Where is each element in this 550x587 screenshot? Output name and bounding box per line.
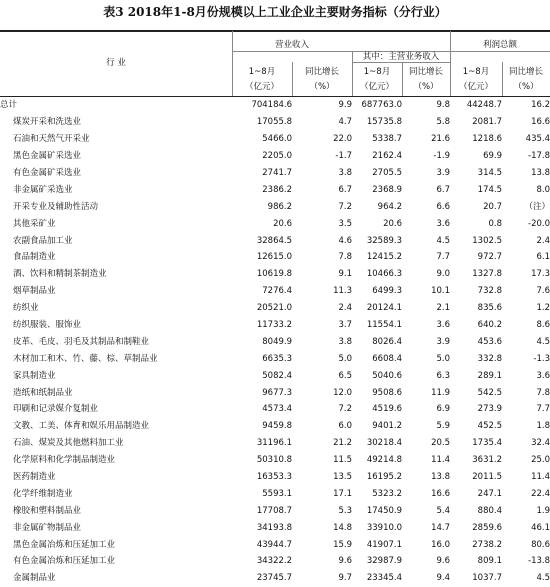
table-row [0, 519, 550, 536]
profit-cell: 0.8 [488, 218, 502, 229]
main-revenue-cell: 9401.2 [372, 421, 402, 432]
revenue-growth-cell: 7.8 [338, 252, 352, 263]
main-revenue-cell: 33910.0 [366, 522, 402, 533]
revenue-growth-cell: 13.5 [333, 472, 352, 483]
table-row [0, 485, 550, 502]
table-row [0, 367, 550, 384]
revenue-growth-cell: 6.5 [338, 370, 352, 381]
profit-cell: 314.5 [477, 168, 502, 178]
table-row [0, 148, 550, 165]
profit-growth-cell: -13.8 [528, 556, 550, 567]
industry-name-cell: 金属制品业 [13, 573, 56, 584]
industry-name-cell: 纺织服装、服饰业 [13, 320, 82, 331]
main-revenue-growth-cell: 11.9 [431, 387, 450, 398]
main-revenue-cell: 16195.2 [366, 472, 402, 483]
revenue-cell: 5082.4 [262, 370, 292, 381]
industry-name-cell: 黑色金属冶炼和压延加工业 [13, 539, 116, 550]
header-period: 1~8月 [363, 67, 391, 77]
revenue-cell: 8049.9 [262, 336, 292, 347]
industry-name-cell: 非金属矿物制品业 [13, 522, 82, 533]
main-revenue-growth-cell: 3.9 [436, 168, 450, 178]
profit-growth-cell: 4.5 [536, 336, 550, 347]
profit-growth-cell: -17.8 [528, 151, 550, 162]
header-yoy: 同比增长 [304, 67, 339, 77]
revenue-growth-cell: 11.3 [333, 286, 352, 297]
industry-name-cell: 家具制造业 [13, 370, 56, 381]
revenue-growth-cell: 12.0 [333, 387, 352, 398]
header-revenue: 营业收入 [274, 40, 309, 50]
revenue-cell: 50310.8 [256, 455, 292, 466]
main-revenue-growth-cell: 6.6 [436, 201, 450, 212]
header-unit-value: （亿元） [458, 82, 493, 92]
profit-cell: 289.1 [477, 370, 502, 381]
profit-cell: 1037.7 [472, 573, 502, 584]
main-revenue-growth-cell: 21.6 [431, 134, 450, 145]
table-row [0, 97, 550, 114]
table-row [0, 384, 550, 401]
industry-name-cell: 开采专业及辅助性活动 [13, 201, 99, 212]
industry-name-cell: 化学纤维制造业 [13, 488, 73, 499]
industry-name-cell: 有色金属冶炼和压延加工业 [13, 556, 116, 567]
profit-growth-cell: 11.4 [531, 472, 550, 483]
table-row [0, 536, 550, 553]
main-revenue-cell: 6499.3 [372, 286, 402, 297]
profit-cell: 1327.8 [472, 269, 502, 280]
main-revenue-growth-cell: 2.1 [436, 303, 450, 314]
profit-growth-cell: 2.4 [536, 235, 550, 246]
industry-name-cell: 造纸和纸制品业 [13, 387, 73, 398]
profit-growth-cell: 6.1 [536, 252, 550, 263]
industry-name-cell: 化学原料和化学制品制造业 [13, 455, 116, 466]
table-row [0, 300, 550, 317]
revenue-cell: 704184.6 [251, 100, 292, 111]
revenue-growth-cell: 9.9 [338, 100, 352, 111]
main-revenue-cell: 20.6 [383, 218, 402, 229]
main-revenue-growth-cell: 9.6 [436, 556, 450, 567]
revenue-growth-cell: 3.8 [338, 168, 352, 178]
main-revenue-growth-cell: 9.8 [436, 100, 450, 111]
industry-name-cell: 橡胶和塑料制品业 [13, 505, 82, 516]
revenue-growth-cell: 7.2 [338, 201, 352, 212]
profit-cell: 452.5 [477, 421, 502, 432]
main-revenue-growth-cell: 13.8 [431, 472, 450, 483]
profit-cell: 972.7 [477, 252, 502, 263]
table-row [0, 570, 550, 587]
revenue-growth-cell: 9.7 [338, 573, 352, 584]
profit-cell: 44248.7 [466, 100, 502, 111]
main-revenue-cell: 6608.4 [372, 353, 402, 364]
main-revenue-growth-cell: 3.6 [436, 320, 450, 331]
profit-growth-cell: 80.6 [531, 539, 550, 550]
revenue-cell: 20521.0 [256, 303, 292, 314]
revenue-cell: 10619.8 [256, 269, 292, 280]
profit-cell: 247.1 [477, 488, 502, 499]
header-unit-value: （亿元） [244, 82, 279, 92]
main-revenue-growth-cell: -1.9 [433, 151, 450, 162]
header-industry: 行 业 [106, 58, 126, 68]
profit-growth-cell: 3.6 [536, 370, 550, 381]
main-revenue-growth-cell: 16.0 [431, 539, 450, 550]
header-period: 1~8月 [462, 67, 490, 77]
industry-name-cell: 其他采矿业 [13, 218, 56, 229]
revenue-growth-cell: -1.7 [335, 151, 352, 162]
revenue-cell: 9459.8 [262, 421, 292, 432]
profit-growth-cell: 32.4 [531, 438, 550, 449]
revenue-growth-cell: 3.7 [338, 320, 352, 331]
main-revenue-growth-cell: 5.0 [436, 353, 450, 364]
main-revenue-growth-cell: 3.9 [436, 336, 450, 347]
main-revenue-growth-cell: 14.7 [431, 522, 450, 533]
profit-growth-cell: 1.2 [536, 303, 550, 314]
main-revenue-cell: 11554.1 [366, 320, 402, 331]
revenue-cell: 2741.7 [262, 168, 292, 178]
revenue-growth-cell: 3.5 [338, 218, 352, 229]
revenue-cell: 4573.4 [262, 404, 292, 415]
main-revenue-growth-cell: 9.4 [436, 573, 450, 584]
revenue-growth-cell: 6.0 [338, 421, 352, 432]
main-revenue-growth-cell: 9.0 [436, 269, 450, 280]
profit-growth-cell: 7.8 [536, 387, 550, 398]
profit-cell: 69.9 [483, 151, 502, 162]
revenue-growth-cell: 21.2 [333, 438, 352, 449]
profit-cell: 640.2 [477, 320, 502, 331]
revenue-cell: 6635.3 [262, 353, 292, 364]
main-revenue-growth-cell: 6.3 [436, 370, 450, 381]
table-row [0, 553, 550, 570]
revenue-cell: 12615.0 [256, 252, 292, 263]
profit-growth-cell: 17.3 [531, 269, 550, 280]
table-row [0, 131, 550, 148]
profit-growth-cell: 16.6 [531, 117, 550, 128]
table-row [0, 181, 550, 198]
profit-growth-cell: 8.6 [536, 320, 550, 331]
profit-cell: 880.4 [477, 505, 502, 516]
revenue-growth-cell: 5.0 [338, 353, 352, 364]
profit-cell: 174.5 [477, 184, 502, 195]
main-revenue-cell: 5040.6 [372, 370, 402, 381]
main-revenue-growth-cell: 7.7 [436, 252, 450, 263]
profit-growth-cell: 16.2 [531, 100, 550, 111]
revenue-cell: 7276.4 [262, 286, 292, 297]
industry-name-cell: 农副食品加工业 [13, 235, 73, 246]
industry-name-cell: 皮革、毛皮、羽毛及其制品和制鞋业 [13, 336, 150, 347]
table-row [0, 401, 550, 418]
main-revenue-cell: 49214.8 [366, 455, 402, 466]
revenue-cell: 16353.3 [256, 472, 292, 483]
table-row [0, 333, 550, 350]
profit-cell: 1735.4 [472, 438, 502, 449]
table-row [0, 215, 550, 232]
revenue-cell: 32864.5 [256, 235, 292, 246]
main-revenue-growth-cell: 5.9 [436, 421, 450, 432]
main-revenue-cell: 2162.4 [372, 151, 402, 162]
main-revenue-cell: 32589.3 [366, 235, 402, 246]
main-revenue-growth-cell: 11.4 [431, 455, 450, 466]
profit-growth-cell: -1.3 [533, 353, 550, 364]
main-revenue-cell: 12415.2 [366, 252, 402, 263]
profit-cell: 1302.5 [472, 235, 502, 246]
header-unit-value: （亿元） [359, 82, 394, 92]
profit-cell: 2011.5 [472, 472, 502, 483]
revenue-cell: 2386.2 [262, 184, 292, 195]
profit-cell: 542.5 [477, 387, 502, 398]
main-revenue-cell: 5323.2 [372, 488, 402, 499]
revenue-growth-cell: 15.9 [333, 539, 352, 550]
main-revenue-cell: 41907.1 [366, 539, 402, 550]
revenue-cell: 11733.2 [256, 320, 292, 331]
revenue-growth-cell: 9.6 [338, 556, 352, 567]
revenue-growth-cell: 9.1 [338, 269, 352, 280]
table-row [0, 266, 550, 283]
revenue-cell: 17055.8 [256, 117, 292, 128]
header-yoy: 同比增长 [508, 67, 543, 77]
main-revenue-cell: 10466.3 [366, 269, 402, 280]
main-revenue-cell: 964.2 [377, 201, 402, 212]
revenue-cell: 23745.7 [256, 573, 292, 584]
revenue-cell: 986.2 [267, 201, 292, 212]
header-yoy: 同比增长 [408, 67, 443, 77]
profit-cell: 20.7 [483, 201, 502, 212]
revenue-cell: 43944.7 [256, 539, 292, 550]
revenue-cell: 9677.3 [262, 387, 292, 398]
table-row [0, 317, 550, 334]
main-revenue-cell: 5338.7 [372, 134, 402, 145]
profit-cell: 809.1 [477, 556, 502, 567]
industry-name-cell: 食品制造业 [13, 252, 56, 263]
table-row [0, 435, 550, 452]
profit-growth-cell: -20.0 [528, 218, 550, 229]
profit-growth-cell: 7.6 [536, 286, 550, 297]
profit-growth-cell: 1.9 [536, 505, 550, 516]
table-row [0, 350, 550, 367]
profit-cell: 273.9 [477, 404, 502, 415]
industry-name-cell: 总计 [0, 100, 18, 111]
revenue-growth-cell: 4.7 [338, 117, 352, 128]
table-row [0, 283, 550, 300]
table-row [0, 502, 550, 519]
main-revenue-cell: 20124.1 [366, 303, 402, 314]
revenue-cell: 5593.1 [262, 488, 292, 499]
main-revenue-cell: 2705.5 [372, 168, 402, 178]
profit-cell: 1218.6 [472, 134, 502, 145]
profit-cell: 453.6 [477, 336, 502, 347]
profit-cell: 2081.7 [472, 117, 502, 128]
profit-growth-cell: 8.0 [536, 184, 550, 195]
main-revenue-cell: 32987.9 [366, 556, 402, 567]
main-revenue-cell: 9508.6 [372, 387, 402, 398]
revenue-growth-cell: 17.1 [333, 488, 352, 499]
table-row [0, 452, 550, 469]
main-revenue-growth-cell: 5.8 [436, 117, 450, 128]
revenue-growth-cell: 11.5 [333, 455, 352, 466]
header-top-rule [0, 30, 550, 32]
table-row [0, 418, 550, 435]
industry-name-cell: 黑色金属矿采选业 [13, 151, 82, 162]
revenue-growth-cell: 4.6 [338, 235, 352, 246]
main-revenue-growth-cell: 6.7 [436, 184, 450, 195]
main-revenue-cell: 8026.4 [372, 336, 402, 347]
main-revenue-growth-cell: 5.4 [436, 505, 450, 516]
header-period: 1~8月 [248, 67, 276, 77]
main-revenue-cell: 17450.9 [366, 505, 402, 516]
header-profit: 利润总额 [482, 40, 517, 50]
revenue-growth-cell: 22.0 [333, 134, 352, 145]
header-unit-pct: （%） [513, 82, 539, 92]
table-row [0, 114, 550, 131]
industry-name-cell: 木材加工和木、竹、藤、棕、草制品业 [13, 353, 158, 364]
profit-growth-cell: 13.8 [531, 168, 550, 178]
header-unit-pct: （%） [413, 82, 439, 92]
main-revenue-growth-cell: 4.5 [436, 235, 450, 246]
profit-growth-cell: 7.7 [536, 404, 550, 415]
revenue-cell: 5466.0 [262, 134, 292, 145]
revenue-cell: 17708.7 [256, 505, 292, 516]
header-unit-pct: （%） [309, 82, 335, 92]
profit-cell: 3631.2 [472, 455, 502, 466]
main-revenue-cell: 687763.0 [361, 100, 402, 111]
main-revenue-cell: 4519.6 [372, 404, 402, 415]
revenue-cell: 2205.0 [262, 151, 292, 162]
profit-growth-cell: （注） [524, 201, 550, 212]
profit-growth-cell: 4.5 [536, 573, 550, 584]
main-revenue-cell: 15735.8 [366, 117, 402, 128]
revenue-growth-cell: 14.8 [333, 522, 352, 533]
profit-growth-cell: 46.1 [531, 522, 550, 533]
industry-name-cell: 酒、饮料和精制茶制造业 [13, 269, 107, 280]
profit-growth-cell: 25.0 [531, 455, 550, 466]
profit-cell: 2859.6 [472, 522, 502, 533]
revenue-growth-cell: 6.7 [338, 184, 352, 195]
profit-growth-cell: 1.8 [536, 421, 550, 432]
main-revenue-growth-cell: 16.6 [431, 488, 450, 499]
main-revenue-growth-cell: 20.5 [431, 438, 450, 449]
industry-name-cell: 印刷和记录媒介复制业 [13, 404, 99, 415]
profit-cell: 732.8 [477, 286, 502, 297]
main-revenue-cell: 23345.4 [366, 573, 402, 584]
main-revenue-growth-cell: 3.6 [436, 218, 450, 229]
revenue-cell: 31196.1 [256, 438, 292, 449]
revenue-growth-cell: 7.2 [338, 404, 352, 415]
industry-name-cell: 有色金属矿采选业 [13, 168, 82, 178]
profit-cell: 835.6 [477, 303, 502, 314]
table-row [0, 469, 550, 486]
main-revenue-growth-cell: 6.9 [436, 404, 450, 415]
main-revenue-cell: 2368.9 [372, 184, 402, 195]
profit-cell: 332.8 [477, 353, 502, 364]
table-body [0, 97, 550, 587]
industry-name-cell: 煤炭开采和洗选业 [13, 117, 82, 128]
financial-table [0, 97, 550, 587]
industry-name-cell: 医药制造业 [13, 472, 56, 483]
revenue-cell: 34322.2 [256, 556, 292, 567]
profit-growth-cell: 435.4 [525, 134, 550, 145]
revenue-growth-cell: 2.4 [338, 303, 352, 314]
table-row [0, 232, 550, 249]
profit-growth-cell: 22.4 [531, 488, 550, 499]
industry-name-cell: 非金属矿采选业 [13, 184, 73, 195]
table-title: 表3 2018年1-8月份规模以上工业企业主要财务指标（分行业） [103, 5, 447, 19]
industry-name-cell: 文教、工美、体育和娱乐用品制造业 [13, 421, 150, 432]
industry-name-cell: 石油、煤炭及其他燃料加工业 [13, 438, 124, 449]
industry-name-cell: 纺织业 [13, 303, 39, 314]
industry-name-cell: 烟草制品业 [13, 286, 56, 297]
profit-cell: 2738.2 [472, 539, 502, 550]
revenue-growth-cell: 3.8 [338, 336, 352, 347]
revenue-cell: 34193.8 [256, 522, 292, 533]
revenue-cell: 20.6 [273, 218, 292, 229]
revenue-growth-cell: 5.3 [338, 505, 352, 516]
table-row [0, 249, 550, 266]
table-row [0, 165, 550, 182]
header-main-revenue: 其中：主营业务收入 [362, 52, 440, 62]
table-row [0, 198, 550, 215]
main-revenue-growth-cell: 10.1 [431, 286, 450, 297]
main-revenue-cell: 30218.4 [366, 438, 402, 449]
industry-name-cell: 石油和天然气开采业 [13, 134, 90, 145]
